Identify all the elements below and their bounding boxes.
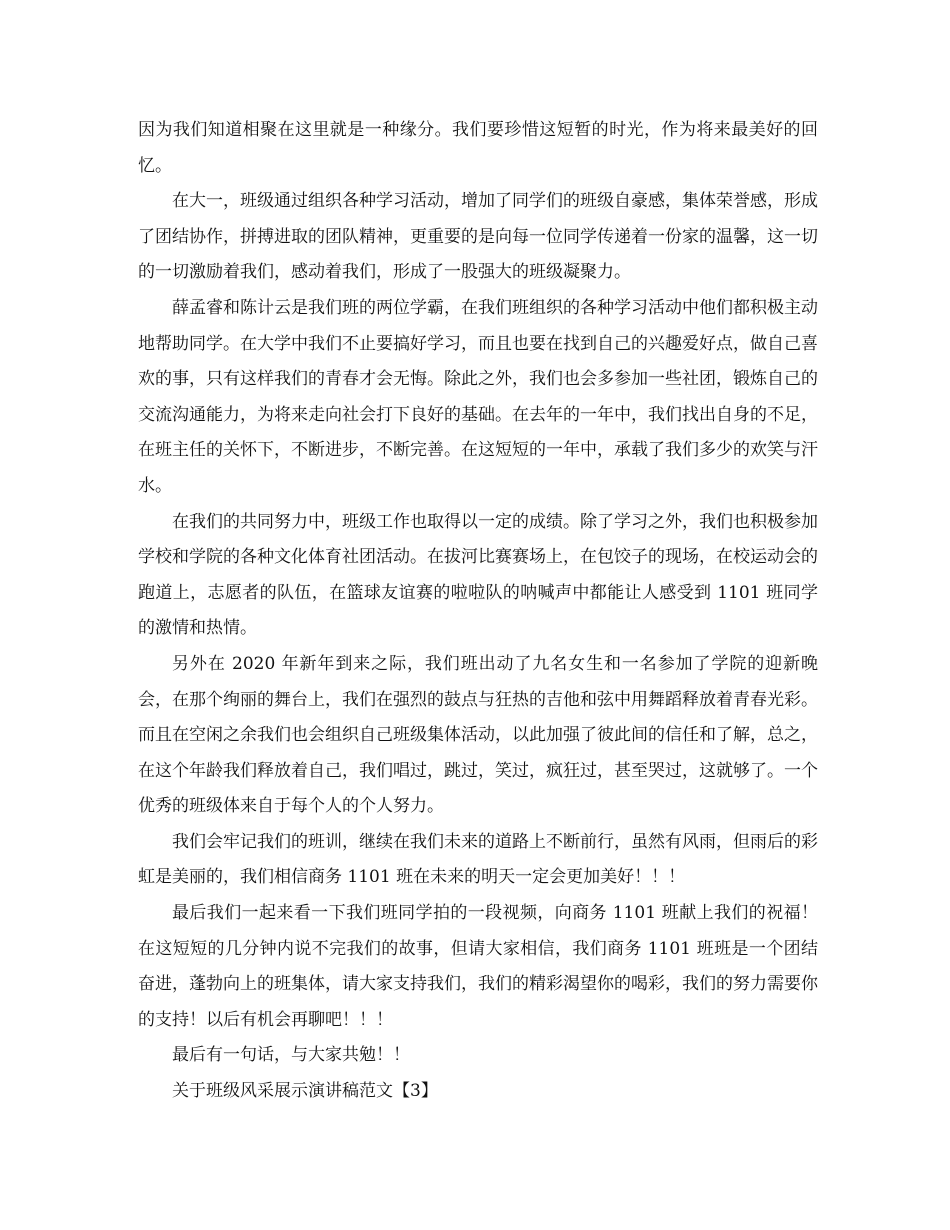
paragraph-continuation: 因为我们知道相聚在这里就是一种缘分。我们要珍惜这短暂的时光，作为将来最美好的回忆。 [138,120,818,176]
paragraph-achievements: 在我们的共同努力中，班级工作也取得以一定的成绩。除了学习之外，我们也积极参加学校和学院的各种文化体育社团活动。在拔河比赛赛场上，在包饺子的现场，在校运动会的跑道上，志愿者的队伍，在篮球友谊赛的啦啦队的呐喊声中都能让人感受到 1101 班同学的激情和热情。 [138,511,818,639]
paragraph-new-year-gala: 另外在 2020 年新年到来之际，我们班出动了九名女生和一名参加了学院的迎新晚会，在那个绚丽的舞台上，我们在强烈的鼓点与狂热的吉他和弦中用舞蹈释放着青春光彩。而且在空闲之余我们也会组织自己班级集体活动，以此加强了彼此间的信任和了解，总之，在这个年龄我们释放着自己，我们唱过，跳过，笑过，疯狂过，甚至哭过，这就够了。一个优秀的班级体来自于每个人的个人努力。 [138,653,818,817]
paragraph-top-students: 薛孟睿和陈计云是我们班的两位学霸，在我们班组织的各种学习活动中他们都积极主动地帮助同学。在大学中我们不止要搞好学习，而且也要在找到自己的兴趣爱好点，做自己喜欢的事，只有这样我们的青春才会无悔。除此之外，我们也会多参加一些社团，锻炼自己的交流沟通能力，为将来走向社会打下良好的基础。在去年的一年中，我们找出自身的不足，在班主任的关怀下，不断进步，不断完善。在这短短的一年中，承载了我们多少的欢笑与汗水。 [138,297,818,496]
document-page [138,113,818,1110]
paragraph-video-blessing: 最后我们一起来看一下我们班同学拍的一段视频，向商务 1101 班献上我们的祝福！在这短短的几分钟内说不完我们的故事，但请大家相信，我们商务 1101 班班是一个团结奋进，蓬勃向上的班集体，请大家支持我们，我们的精彩渴望你的喝彩，我们的努力需要你的支持！以后有机会再聊吧！！！ [138,903,818,1030]
paragraph-class-motto: 我们会牢记我们的班训，继续在我们未来的道路上不断前行，虽然有风雨，但雨后的彩虹是美丽的，我们相信商务 1101 班在未来的明天一定会更加美好！！！ [138,831,818,888]
paragraph-closing-words: 最后有一句话，与大家共勉！！ [172,1045,410,1066]
section-heading-next: 关于班级风采展示演讲稿范文【3】 [172,1081,438,1102]
paragraph-class-activities: 在大一，班级通过组织各种学习活动，增加了同学们的班级自豪感，集体荣誉感，形成了团结协作，拼搏进取的团队精神，更重要的是向每一位同学传递着一份家的温馨，这一切的一切激励着我们，感动着我们，形成了一股强大的班级凝聚力。 [138,191,818,283]
